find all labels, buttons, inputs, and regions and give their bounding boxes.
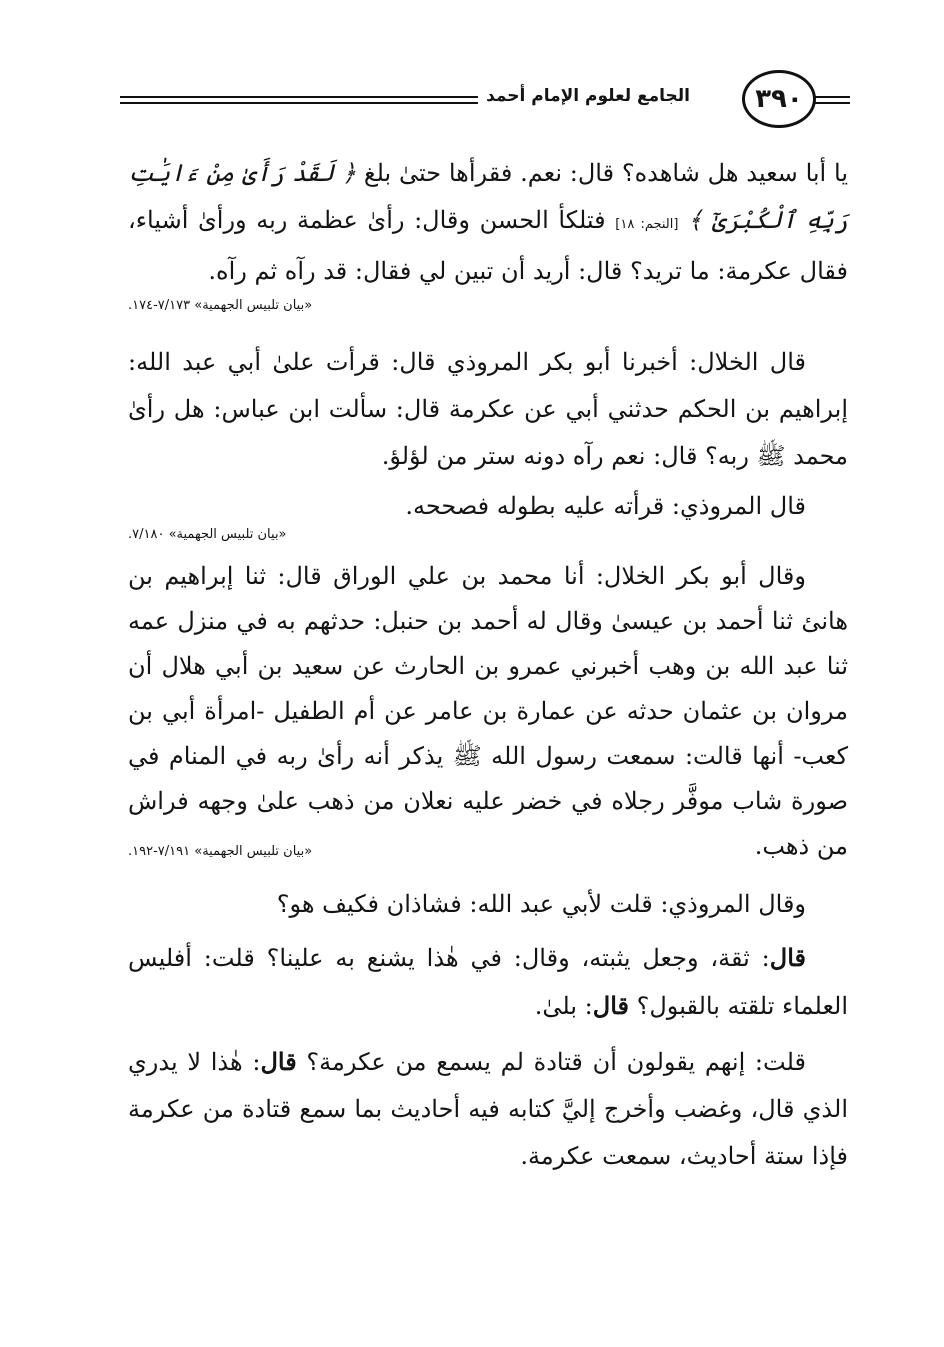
paragraph-1 — [128, 150, 848, 295]
paragraph-1-text-a: يا أبا سعيد هل شاهده؟ قال: نعم. فقرأها حتىٰ بلغ — [363, 159, 848, 187]
paragraph-4: وقال أبو بكر الخلال: أنا محمد بن علي الوراق قال: ثنا إبراهيم بن هانئ ثنا أحمد بن عيسىٰ وقال له أحمد بن حنبل: حدثهم به في منزل عمه ثنا عبد الله بن وهب أخبرني عمرو بن الحارث عن سعيد بن أبي هلال أن مروان بن عثمان حدثه عن عمارة بن عامر عن أم الطفيل -امرأة أبي بن كعب- أنها قالت: سمعت رسول الله ﷺ يذكر أنه رأىٰ ربه في المنام في صورة شاب موفَّر رجلاه في خضر عليه نعلان من ذهب علىٰ وجهه فراش من ذهب. — [128, 562, 848, 860]
paragraph-1-text-b: فتلكأ الحسن وقال: رأىٰ عظمة ربه ورأىٰ أشياء، فقال عكرمة: ما تريد؟ قال: أريد أن تبين لي فقال: قد رآه ثم رآه. — [128, 206, 848, 285]
paragraph-6 — [128, 934, 848, 1030]
paragraph-3: قال المروذي: قرأته عليه بطوله فصححه. — [405, 492, 806, 520]
spacer — [128, 1030, 848, 1038]
paragraph-2: قال الخلال: أخبرنا أبو بكر المروذي قال: قرأت علىٰ أبي عبد الله: إبراهيم بن الحكم حدثني أبي عن عكرمة قال: سألت ابن عباس: هل رأىٰ محمد ﷺ ربه؟ قال: نعم رآه دونه ستر من لؤلؤ. — [128, 348, 848, 470]
spacer — [128, 480, 848, 488]
sura-reference: [النجم: ١٨] — [615, 217, 679, 232]
paragraph-7-text-a: قلت: إنهم يقولون أن قتادة لم يسمع من عكرمة؟ — [306, 1048, 806, 1076]
paragraph-7 — [128, 1038, 848, 1180]
page-body — [128, 150, 848, 1180]
qala-label: قال — [260, 1047, 297, 1076]
qala-label: قال — [769, 943, 806, 972]
page-number-badge — [742, 70, 816, 128]
qala-label: قال — [592, 991, 629, 1020]
quran-verse: ﴿ لَقَدْ رَأَىٰ مِنْ ءَايَٰتِ رَبِّهِ ٱلْكُبْرَىٰٓ ﴾ — [128, 159, 848, 234]
header-rule-right-2 — [812, 102, 850, 104]
header-rule-right — [812, 96, 850, 98]
running-title: الجامع لعلوم الإمام أحمد — [478, 86, 698, 106]
source-reference-3: «بيان تلبيس الجهمية» ٧/١٩١-١٩٢. — [128, 844, 313, 859]
spacer — [128, 325, 848, 339]
page-header — [120, 70, 850, 130]
source-reference-2: «بيان تلبيس الجهمية» ٧/١٨٠. — [128, 527, 287, 542]
paragraph-7-text-b: : هٰذا لا يدري الذي قال، وغضب وأخرج إليَّ كتابه فيه أحاديث بما سمع قتادة من عكرمة فإذا ستة أحاديث، سمعت عكرمة. — [128, 1048, 848, 1170]
paragraph-6-text-b: : بلىٰ. — [534, 992, 593, 1020]
source-reference-1: «بيان تلبيس الجهمية» ٧/١٧٣-١٧٤. — [128, 298, 313, 313]
paragraph-6-text-a: : ثقة، وجعل يثبته، وقال: في هٰذا يشنع به علينا؟ قلت: أفليس العلماء تلقته بالقبول؟ — [128, 944, 848, 1020]
spacer — [128, 871, 848, 881]
page-number: ٣٩٠ — [755, 84, 803, 114]
paragraph-5: وقال المروذي: قلت لأبي عبد الله: فشاذان فكيف هو؟ — [276, 890, 806, 918]
